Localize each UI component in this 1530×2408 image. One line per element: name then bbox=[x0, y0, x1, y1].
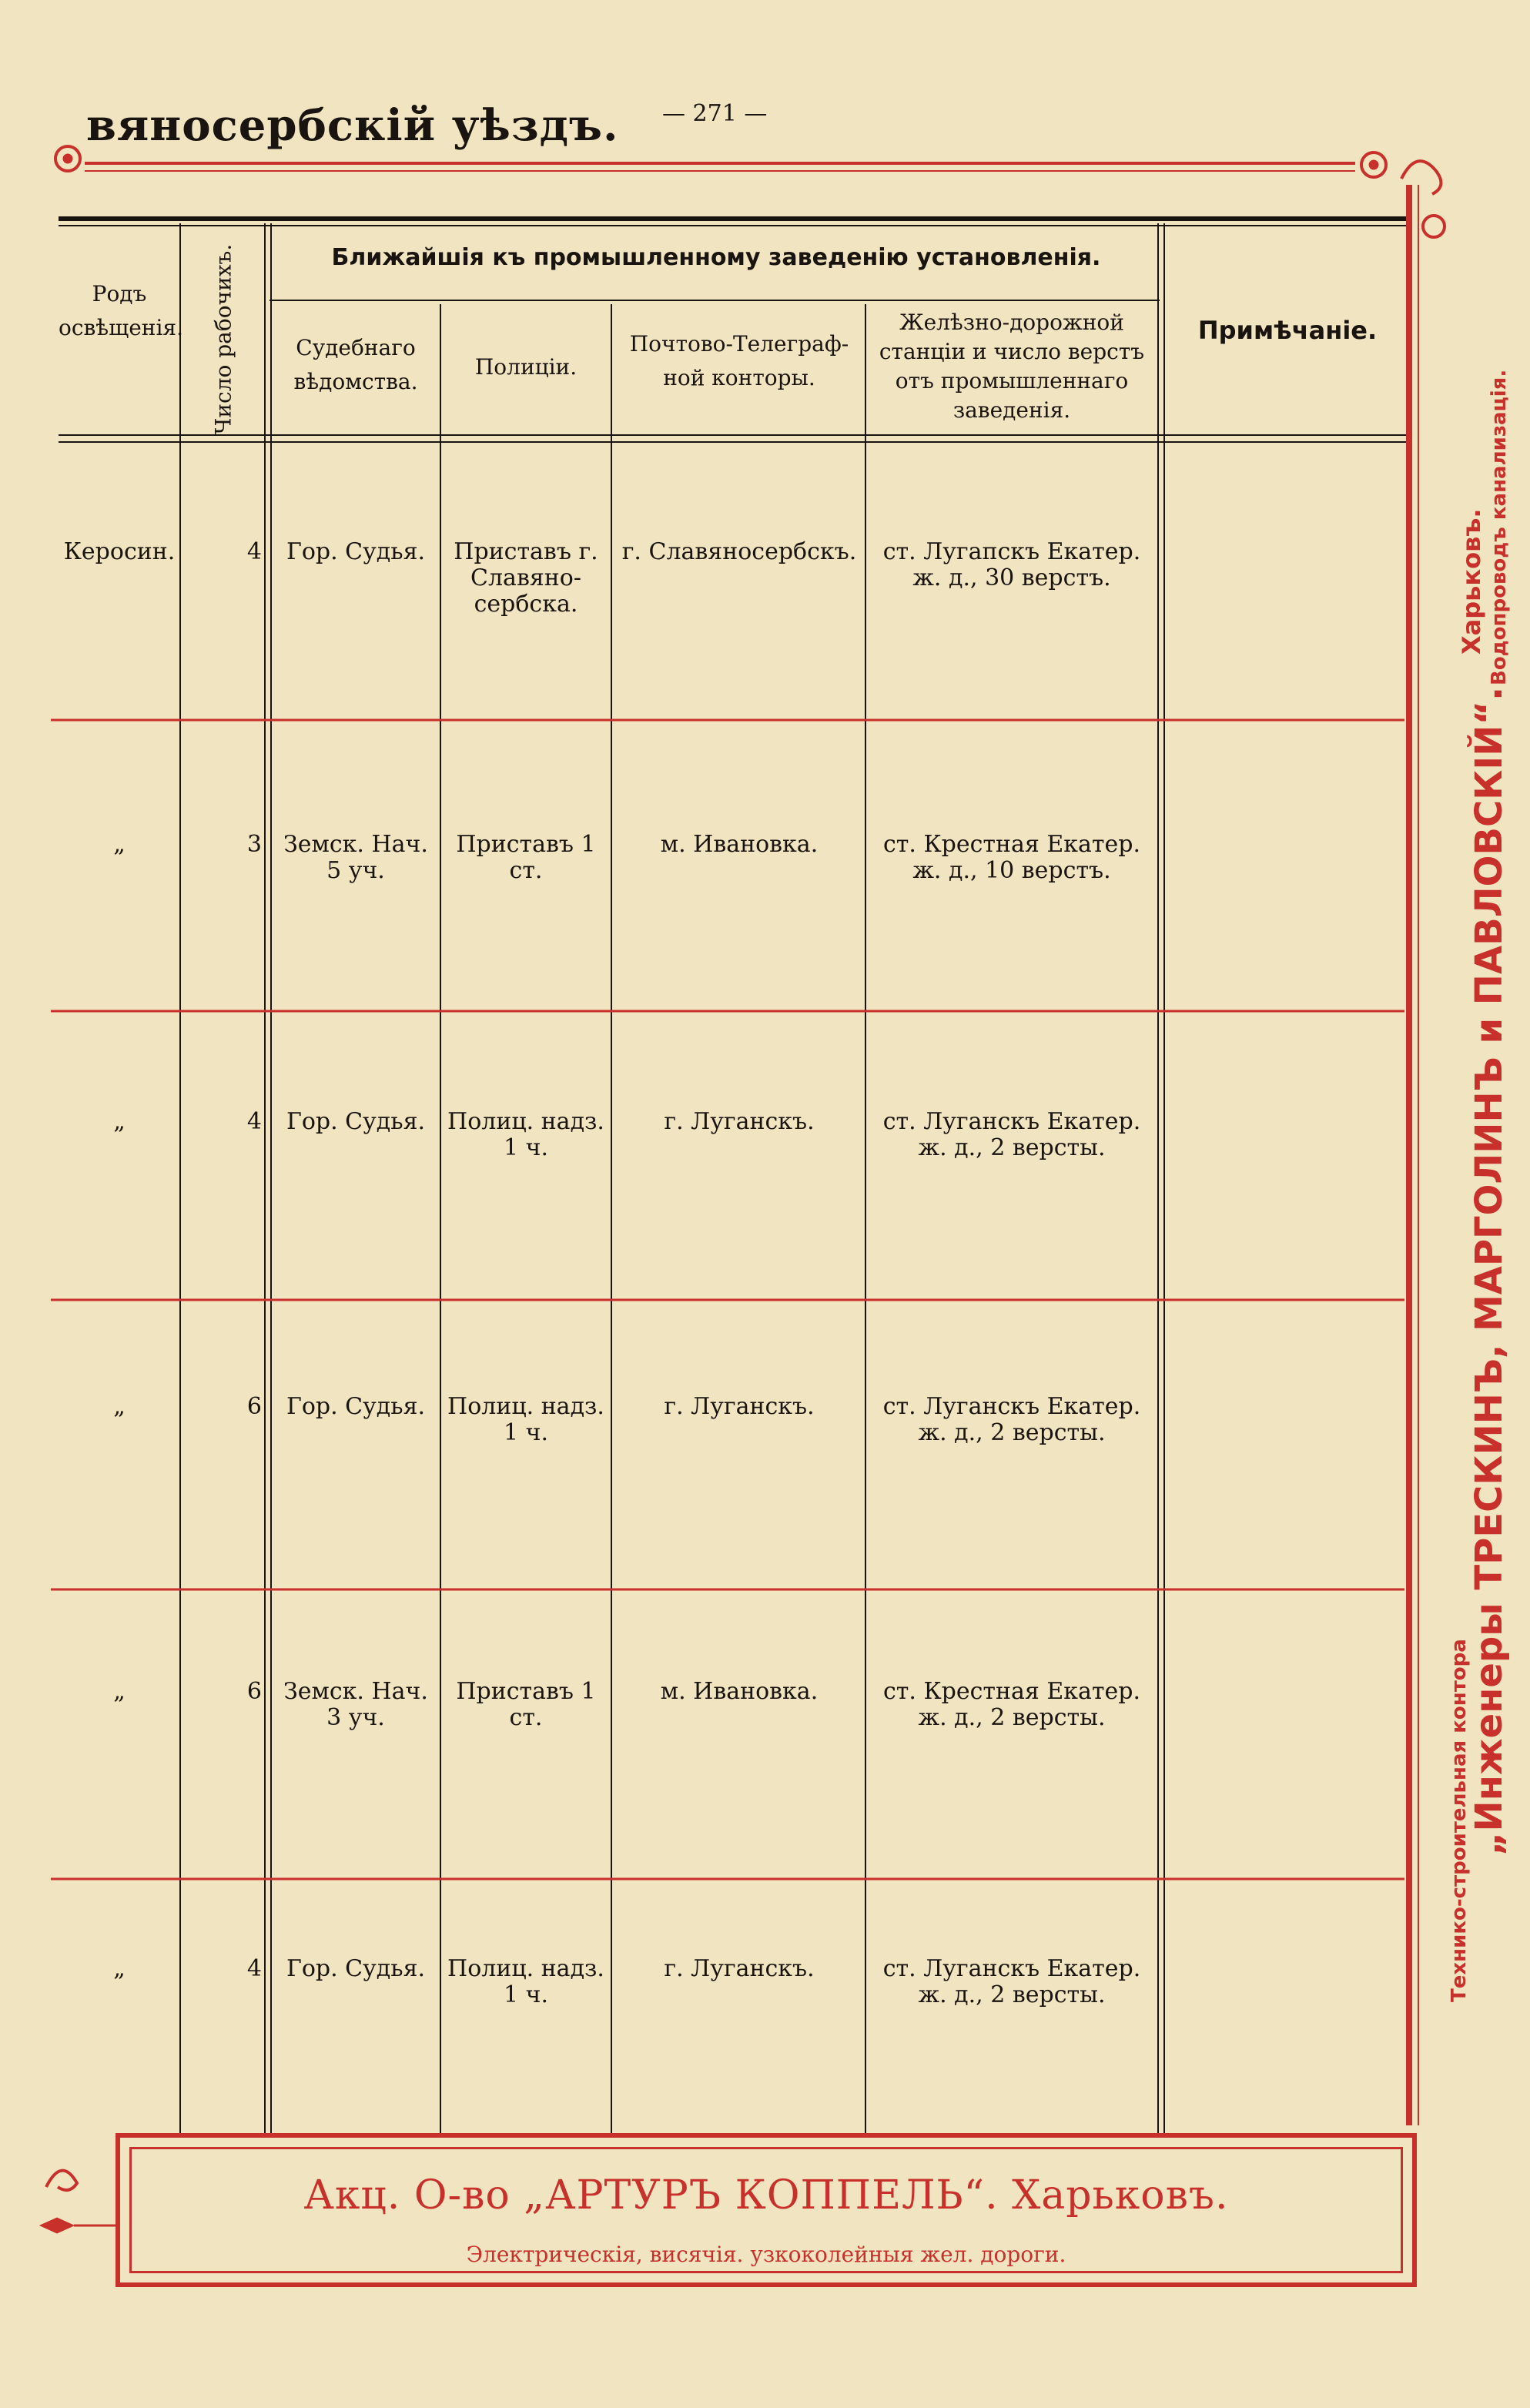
cell-court: Гор. Судья. bbox=[286, 538, 426, 565]
page-number: — 271 — bbox=[662, 100, 768, 127]
cell-police: Полиц. надз. 1 ч. bbox=[447, 1955, 604, 2008]
cell-rod: „ bbox=[113, 831, 126, 858]
cell-workers: 4 bbox=[246, 1955, 262, 1982]
cell-police: Полиц. надз. 1 ч. bbox=[447, 1108, 604, 1161]
cell-rod: Керосин. bbox=[63, 538, 176, 565]
left-ornament bbox=[40, 2171, 116, 2233]
col-header-post: Почтово-Телеграф-ной конторы. bbox=[629, 331, 849, 390]
cell-police: Приставъ г. Славяно-сербска. bbox=[454, 538, 598, 618]
cell-post: г. Славяносербскъ. bbox=[621, 538, 857, 565]
side-ad-line1: Технико-строительная контора bbox=[1448, 1639, 1471, 2002]
side-ad-line3: Харьковъ. bbox=[1457, 508, 1486, 655]
cell-court: Гор. Судья. bbox=[286, 1108, 426, 1135]
running-title: вяносербскій уѣздъ. bbox=[86, 100, 619, 151]
cell-rod: „ bbox=[113, 1393, 126, 1420]
col-header-court: Судебнаго вѣдомства. bbox=[293, 335, 418, 394]
cell-police: Полиц. надз. 1 ч. bbox=[447, 1393, 604, 1446]
cell-post: г. Луганскъ. bbox=[664, 1393, 815, 1420]
cell-police: Приставъ 1 ст. bbox=[456, 831, 596, 884]
col-header-rail: Желѣзно-дорожной станціи и число верстъ отъ промышленнаго заведенія. bbox=[879, 310, 1145, 423]
cell-rod: „ bbox=[113, 1108, 126, 1135]
cell-court: Гор. Судья. bbox=[286, 1393, 426, 1420]
cell-rail: ст. Луганскъ Екатер. ж. д., 2 версты. bbox=[882, 1108, 1141, 1161]
cell-court: Земск. Нач. 5 уч. bbox=[283, 831, 428, 884]
cell-rail: ст. Луганскъ Екатер. ж. д., 2 версты. bbox=[882, 1955, 1141, 2008]
cell-post: г. Луганскъ. bbox=[664, 1108, 815, 1135]
cell-rail: ст. Крестная Екатер. ж. д., 2 версты. bbox=[882, 1678, 1140, 1731]
table-grid bbox=[59, 219, 1406, 2133]
cell-rod: „ bbox=[113, 1678, 126, 1705]
cell-rail: ст. Лугапскъ Екатер. ж. д., 30 верстъ. bbox=[882, 538, 1141, 591]
col-header-police: Полиціи. bbox=[474, 354, 578, 380]
cell-rail: ст. Крестная Екатер. ж. д., 10 верстъ. bbox=[882, 831, 1140, 884]
bottom-advertisement bbox=[116, 2133, 1417, 2287]
ad-main-text: Акц. О-во „АРТУРЪ КОППЕЛЬ“. Харьковъ. bbox=[303, 2172, 1229, 2219]
cell-police: Приставъ 1 ст. bbox=[456, 1678, 596, 1731]
row-separators bbox=[51, 720, 1404, 1879]
cell-court: Гор. Судья. bbox=[286, 1955, 426, 1982]
cell-court: Земск. Нач. 3 уч. bbox=[283, 1678, 428, 1731]
margin-rules bbox=[1409, 185, 1418, 2125]
side-ad-line4: Водопроводъ канализація. bbox=[1488, 369, 1511, 685]
cell-workers: 3 bbox=[246, 831, 262, 858]
cell-workers: 4 bbox=[246, 538, 262, 565]
cell-rail: ст. Луганскъ Екатер. ж. д., 2 версты. bbox=[882, 1393, 1141, 1446]
col-header-group: Ближайшія къ промышленному заведенію установленія. bbox=[331, 244, 1101, 271]
cell-post: м. Ивановка. bbox=[660, 831, 819, 858]
col-header-rod: Родъ освѣщенія. bbox=[59, 281, 183, 340]
col-header-workers: Число рабочихъ. bbox=[210, 243, 236, 434]
ad-sub-text: Электрическія, висячія. узкоколейныя жел. дороги. bbox=[466, 2242, 1066, 2267]
cell-rod: „ bbox=[113, 1955, 126, 1982]
side-ad-line2: „Инженеры ТРЕСКИНЪ, МАРГОЛИНЪ и ПАВЛОВСКІЙ“. bbox=[1468, 686, 1511, 1856]
col-header-note: Примѣчаніе. bbox=[1197, 316, 1378, 345]
cell-workers: 4 bbox=[246, 1108, 262, 1135]
cell-workers: 6 bbox=[246, 1393, 262, 1420]
bottom-ad-frame bbox=[129, 2147, 1403, 2273]
cell-workers: 6 bbox=[246, 1678, 262, 1705]
cell-post: г. Луганскъ. bbox=[664, 1955, 815, 1982]
header-ornament bbox=[55, 146, 1445, 237]
cell-post: м. Ивановка. bbox=[660, 1678, 819, 1705]
